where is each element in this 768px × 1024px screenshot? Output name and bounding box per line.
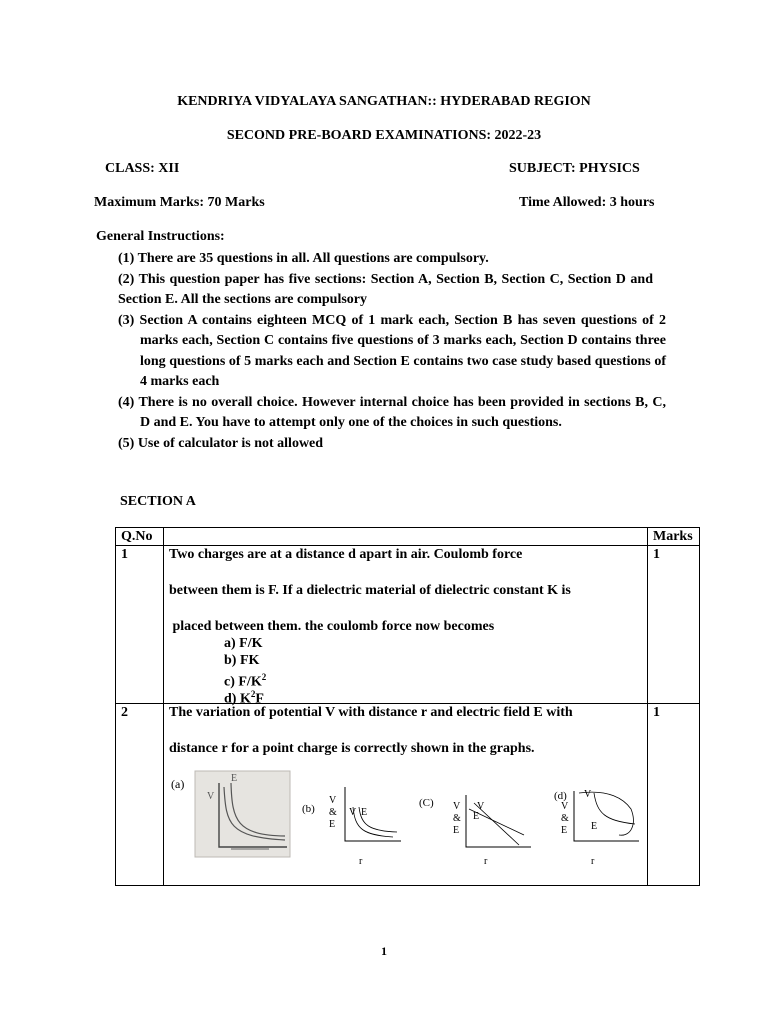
header-question <box>164 528 648 546</box>
graph-c-amp: & <box>453 813 461 824</box>
q1-option-d-sup: 2 <box>250 689 256 699</box>
page-number: 1 <box>381 944 387 958</box>
q1-options <box>224 635 647 707</box>
q1-option-d-tail: F <box>255 691 264 707</box>
q1-text-line3: placed between them. the coulomb force now becomes <box>169 619 495 634</box>
graph-c <box>419 795 531 867</box>
graph-d-e: E <box>561 825 568 836</box>
graph-c-v: V <box>453 801 461 812</box>
graph-c-curve-v: V <box>477 801 485 812</box>
graph-d-amp: & <box>561 813 569 824</box>
instruction-item: (5) Use of calculator is not allowed <box>118 435 324 451</box>
graph-d-label: (d) <box>554 790 567 802</box>
graph-b-label: (b) <box>302 803 315 815</box>
q1-option-d-text: d) K <box>224 691 251 707</box>
graph-d-curve-v: V <box>584 789 592 800</box>
graph-c-label: (C) <box>419 797 434 809</box>
instruction-item: (2) This question paper has five sections: Section A, Section B, Section C, Section D and Section E. All the sections are compulsory <box>118 271 653 307</box>
graph-b-v: V <box>329 795 337 806</box>
class-label: CLASS: XII <box>105 161 180 176</box>
graph-b-curve-v: V <box>349 807 357 818</box>
graph-a-v: V <box>207 791 215 802</box>
instructions-title: General Instructions: <box>96 229 225 244</box>
table-header-row <box>116 528 700 546</box>
graph-b <box>302 787 401 867</box>
instructions-list <box>118 249 666 454</box>
instruction-item: (4) There is no overall choice. However internal choice has been provided in sections B, C, D and E. You have to attempt only one of the choices in such questions. <box>118 394 666 430</box>
graph-c-r: r <box>484 856 488 867</box>
graph-b-r: r <box>359 856 363 867</box>
graph-a <box>195 771 290 857</box>
time-allowed: Time Allowed: 3 hours <box>519 195 655 210</box>
header-marks: Marks <box>648 528 700 546</box>
org-title: KENDRIYA VIDYALAYA SANGATHAN:: HYDERABAD REGION <box>177 94 591 109</box>
q2-graphs-figure <box>169 769 639 885</box>
q1-marks: 1 <box>648 546 700 704</box>
instruction-item: (1) There are 35 questions in all. All questions are compulsory. <box>118 251 489 266</box>
graph-c-curve-e: E <box>473 811 480 822</box>
table-row <box>116 704 700 886</box>
graph-d-v: V <box>561 801 569 812</box>
q2-text-line2: distance r for a point charge is correctly shown in the graphs. <box>169 741 535 756</box>
q2-number: 2 <box>116 704 164 886</box>
graph-d-r: r <box>591 856 595 867</box>
table-row <box>116 546 700 704</box>
header-qno: Q.No <box>116 528 164 546</box>
q2-text-line1: The variation of potential V with distance r and electric field E with <box>169 705 573 720</box>
graph-a-label: (a) <box>171 777 185 791</box>
max-marks: Maximum Marks: 70 Marks <box>94 195 265 210</box>
q1-number: 1 <box>116 546 164 704</box>
q2-body <box>164 704 648 886</box>
graph-b-curve-e: E <box>361 807 368 818</box>
q1-option-b: b) FK <box>224 653 260 668</box>
graph-a-e: E <box>231 773 238 784</box>
exam-title: SECOND PRE-BOARD EXAMINATIONS: 2022-23 <box>226 128 542 143</box>
question-table <box>115 527 700 886</box>
graph-b-amp: & <box>329 807 337 818</box>
q1-text-line1: Two charges are at a distance d apart in air. Coulomb force <box>169 547 523 562</box>
section-heading: SECTION A <box>120 494 196 509</box>
graph-d <box>554 789 639 867</box>
q2-marks: 1 <box>648 704 700 886</box>
q1-option-a: a) F/K <box>224 636 263 651</box>
q1-body <box>164 546 648 707</box>
graph-b-e: E <box>329 819 336 830</box>
q1-option-d <box>224 686 647 707</box>
instruction-item: (3) Section A contains eighteen MCQ of 1 mark each, Section B has seven questions of 2 marks each, Section C contains five questions of 3 marks each, Section D contains three long questions of 5 marks each and Section E contains two case study based questions of 4 marks each <box>118 312 666 389</box>
graph-c-e: E <box>453 825 460 836</box>
q1-option-c-text: c) F/K <box>224 674 262 690</box>
q1-option-c-sup: 2 <box>261 672 267 682</box>
graph-d-curve-e: E <box>591 821 598 832</box>
q2-graphs <box>169 769 647 885</box>
q1-option-c <box>224 669 647 690</box>
q1-text-line2: between them is F. If a dielectric material of dielectric constant K is <box>169 583 571 598</box>
subject-label: SUBJECT: PHYSICS <box>509 161 640 176</box>
